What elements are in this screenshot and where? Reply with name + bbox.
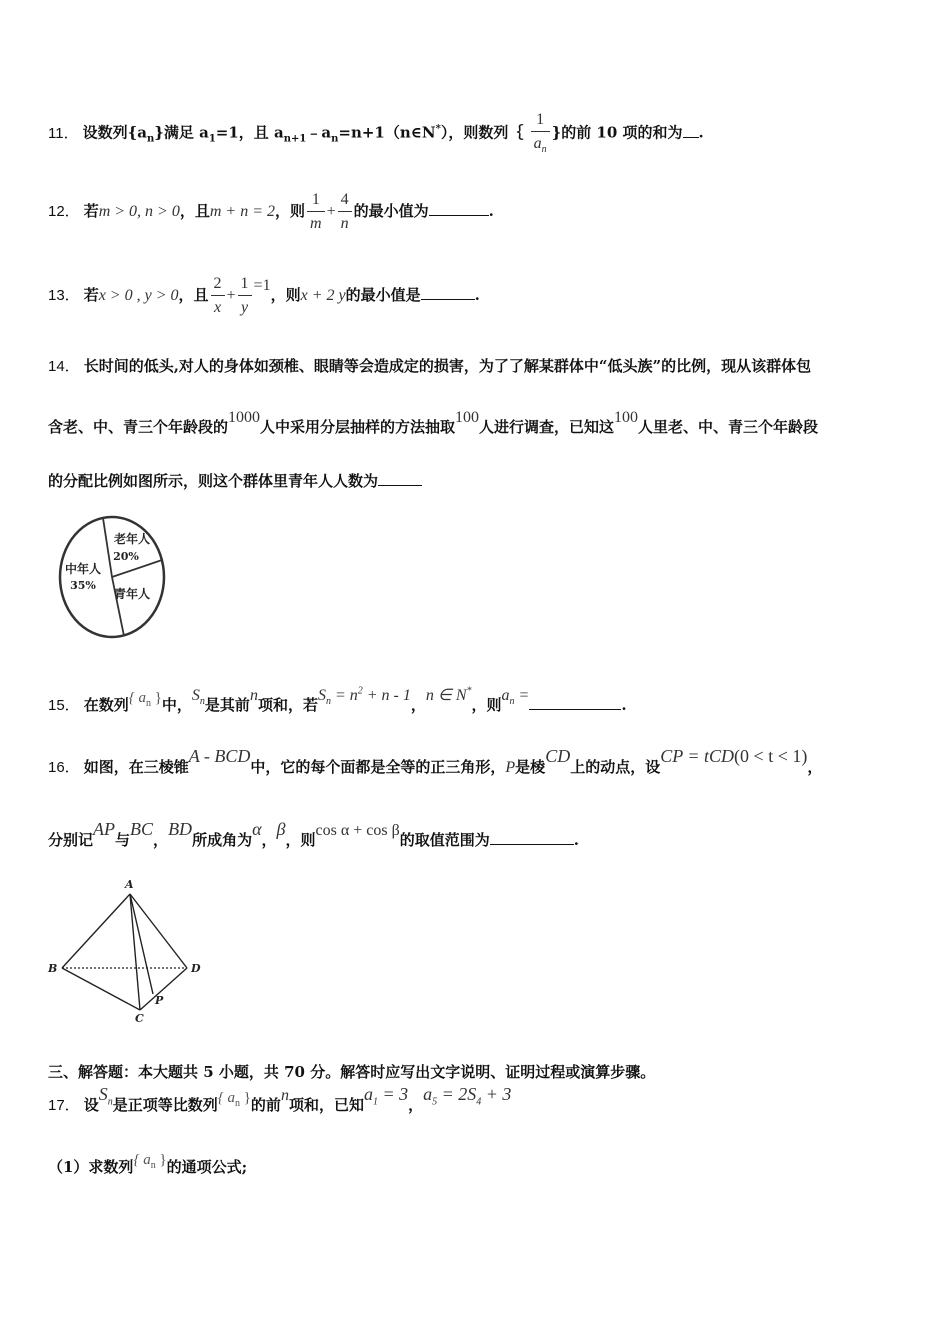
answer-blank <box>490 843 574 845</box>
answer-blank <box>421 298 475 300</box>
question-11: 11． 设数列$\{a_n\}$满足 $a_1=1$，且 $a_{n+1}﹣a_n=n+1(n\in N^*)$，则数列｛ $\frac{1}{a_n}$ }的前 10 项的和为 . <box>48 111 704 156</box>
slice-label-middle: 中年人 <box>64 562 102 576</box>
fraction-1-over-y: $\frac{1}{y}$ <box>238 276 252 316</box>
answer-blank <box>529 708 621 710</box>
sum-Sn: $S_n$ <box>191 687 205 708</box>
question-number: 15． <box>48 697 80 714</box>
question-number: 14． <box>48 358 80 375</box>
edge-AC <box>130 894 140 1010</box>
sequence-an: { $a_n$ } <box>217 1090 251 1109</box>
answer-blank <box>683 136 699 138</box>
point-label-P: P <box>155 994 164 1007</box>
question-number: 13． <box>48 287 80 304</box>
question-number: 17． <box>48 1097 80 1114</box>
question-14-line-2: 含老、中、青三个年龄段的1000人中采用分层抽样的方法抽取100人进行调查，已知这100人里老、中、青三个年龄段 <box>48 409 819 436</box>
slice-label-youth: 青年人 <box>113 587 151 601</box>
condition-n-in-N: n ∈ N* <box>425 685 472 704</box>
slice-label-elderly: 老年人 <box>113 532 151 546</box>
age-pie-chart <box>54 512 174 642</box>
slice-value-middle: 35% <box>70 579 96 592</box>
question-17: 17． 设$S_n$是正项等比数列{ $a_n$ }的前n项和，已知$a_1 = 3$，$a_5 = 2S_4 + 3$ <box>48 1084 512 1114</box>
answer-blank <box>429 214 489 216</box>
question-14-line-3: 的分配比例如图所示，则这个群体里青年人人数为 <box>48 470 422 491</box>
edge-AB <box>62 894 130 968</box>
question-13: 13． 若x > 0 , y > 0，且 $\frac{2}{x}$ + $\frac{1}{y}$ =1，则x + 2 y的最小值是 . <box>48 275 480 316</box>
question-number: 11． <box>48 124 79 142</box>
question-15: 15． 在数列{ $a_n$ }中，$S_n$是其前n项和，若$S_n = n^2 + n - 1$，n ∈ N*，则$a_n$ =. <box>48 685 627 714</box>
question-number: 16． <box>48 759 80 776</box>
answer-blank <box>378 484 422 486</box>
vertex-label-C: C <box>135 1012 144 1025</box>
sum-Sn: $S_n$ <box>98 1084 113 1108</box>
fraction-4-over-n: $\frac{4}{n}$ <box>338 192 352 232</box>
question-number: 12． <box>48 203 80 220</box>
slice-value-elderly: 20% <box>113 550 139 563</box>
given-a1: $a_1 = 3$ <box>363 1084 409 1108</box>
sequence-an: { $a_n$ } <box>133 1152 167 1171</box>
fraction-1-over-an: $\frac{1}{a_n}$ <box>531 112 550 155</box>
question-17-part-1: （1）求数列{ $a_n$ }的通项公式; <box>48 1152 248 1176</box>
tetrahedron-figure <box>40 874 220 1026</box>
question-16-line-1: 16． 如图，在三棱锥A - BCD中，它的每个面都是全等的正三角形，P是棱CD上的动点，设CP = tCD(0 < t < 1)， <box>48 746 823 776</box>
pie-divider-bottom <box>112 577 124 636</box>
question-12: 12． 若m > 0, n > 0，且m + n = 2，则 $\frac{1}{m}$ + $\frac{4}{n}$ 的最小值为 . <box>48 191 494 232</box>
edge-CD <box>140 968 187 1010</box>
vertex-label-D: D <box>191 962 201 975</box>
edge-BC <box>62 968 140 1010</box>
fraction-1-over-m: $\frac{1}{m}$ <box>307 192 325 232</box>
term-an: $a_n$ = <box>501 687 530 708</box>
vertex-label-A: A <box>125 878 134 891</box>
question-16-line-2: 分别记AP与BC，BD所成角为α，β，则cos α + cos β的取值范围为 . <box>48 819 579 849</box>
pie-divider-top <box>103 518 112 577</box>
vertex-label-B: B <box>48 962 58 975</box>
section-3-heading: 三、解答题：本大题共 5 小题，共 70 分。解答时应写出文字说明、证明过程或演算步骤。 <box>48 1063 656 1081</box>
given-a5: $a_5 = 2S_4 + 3$ <box>423 1084 512 1108</box>
fraction-2-over-x: $\frac{2}{x}$ <box>211 276 225 316</box>
sum-formula: $S_n = n^2 + n - 1$ <box>317 685 411 708</box>
question-14-line-1: 14． 长时间的低头,对人的身体如颈椎、眼睛等会造成定的损害，为了了解某群体中“低头族”的比例，现从该群体包 <box>48 357 812 375</box>
sequence-an: { $a_n$ } <box>128 690 162 709</box>
